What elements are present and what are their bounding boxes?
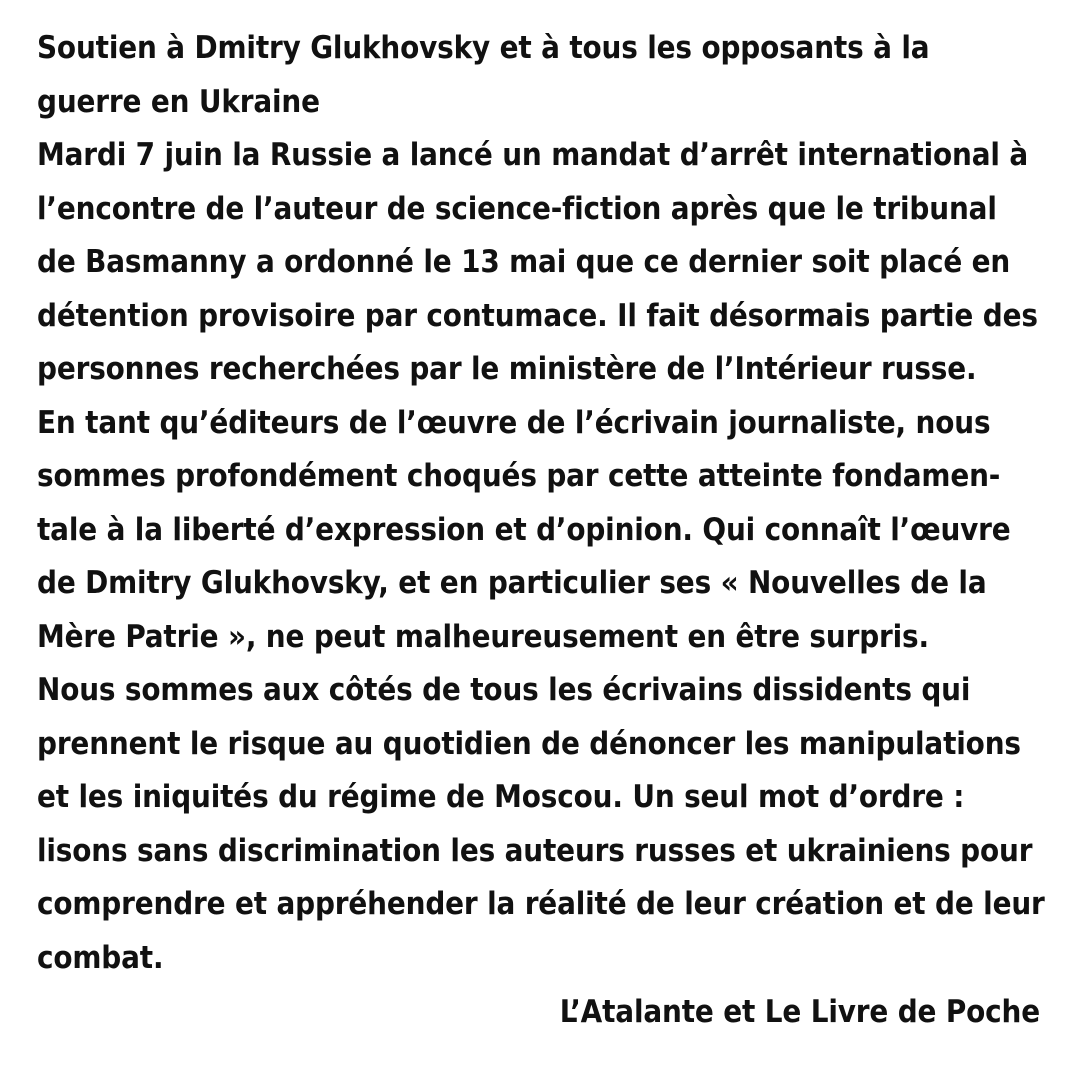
title-line-1: Soutien à Dmitry Glukhovsky et à tous les opposants à la [37,30,930,66]
paragraph-line-14: lisons sans discrimination les auteurs russes et ukrainiens pour [37,832,1033,869]
paragraph-line-10: Mère Patrie », ne peut malheureusement en être surpris. [37,618,929,655]
signature: L’Atalante et Le Livre de Poche [559,994,1040,1030]
statement-text [37,22,1044,985]
paragraph-line-15: comprendre et appréhender la réalité de leur création et de leur [37,886,1045,922]
paragraph-line-1: Mardi 7 juin la Russie a lancé un mandat d’arrêt international à [37,137,1028,173]
paragraph-line-9: de Dmitry Glukhovsky, et en particulier ses « Nouvelles de la [37,565,987,601]
paragraph-line-7: sommes profondément choqués par cette atteinte fondamen- [37,458,1001,494]
paragraph-line-13: et les iniquités du régime de Moscou. Un seul mot d’ordre : [37,779,965,815]
paragraph-line-12: prennent le risque au quotidien de dénoncer les manipulations [37,725,1021,762]
paragraph-line-11: Nous sommes aux côtés de tous les écrivains dissidents qui [37,672,971,708]
paragraph-line-4: détention provisoire par contumace. Il fait désormais partie des [37,297,1038,334]
paragraph-line-6: En tant qu’éditeurs de l’œuvre de l’écrivain journaliste, nous [37,404,991,441]
paragraph-line-5: personnes recherchées par le ministère de l’Intérieur russe. [37,351,977,387]
paragraph-line-16: combat. [37,939,164,976]
paragraph-line-8: tale à la liberté d’expression et d’opinion. Qui connaît l’œuvre [37,511,1011,548]
paragraph-line-2: l’encontre de l’auteur de science-fiction après que le tribunal [37,190,997,227]
paragraph-line-3: de Basmanny a ordonné le 13 mai que ce dernier soit placé en [37,244,1011,280]
title-line-2: guerre en Ukraine [37,83,320,120]
